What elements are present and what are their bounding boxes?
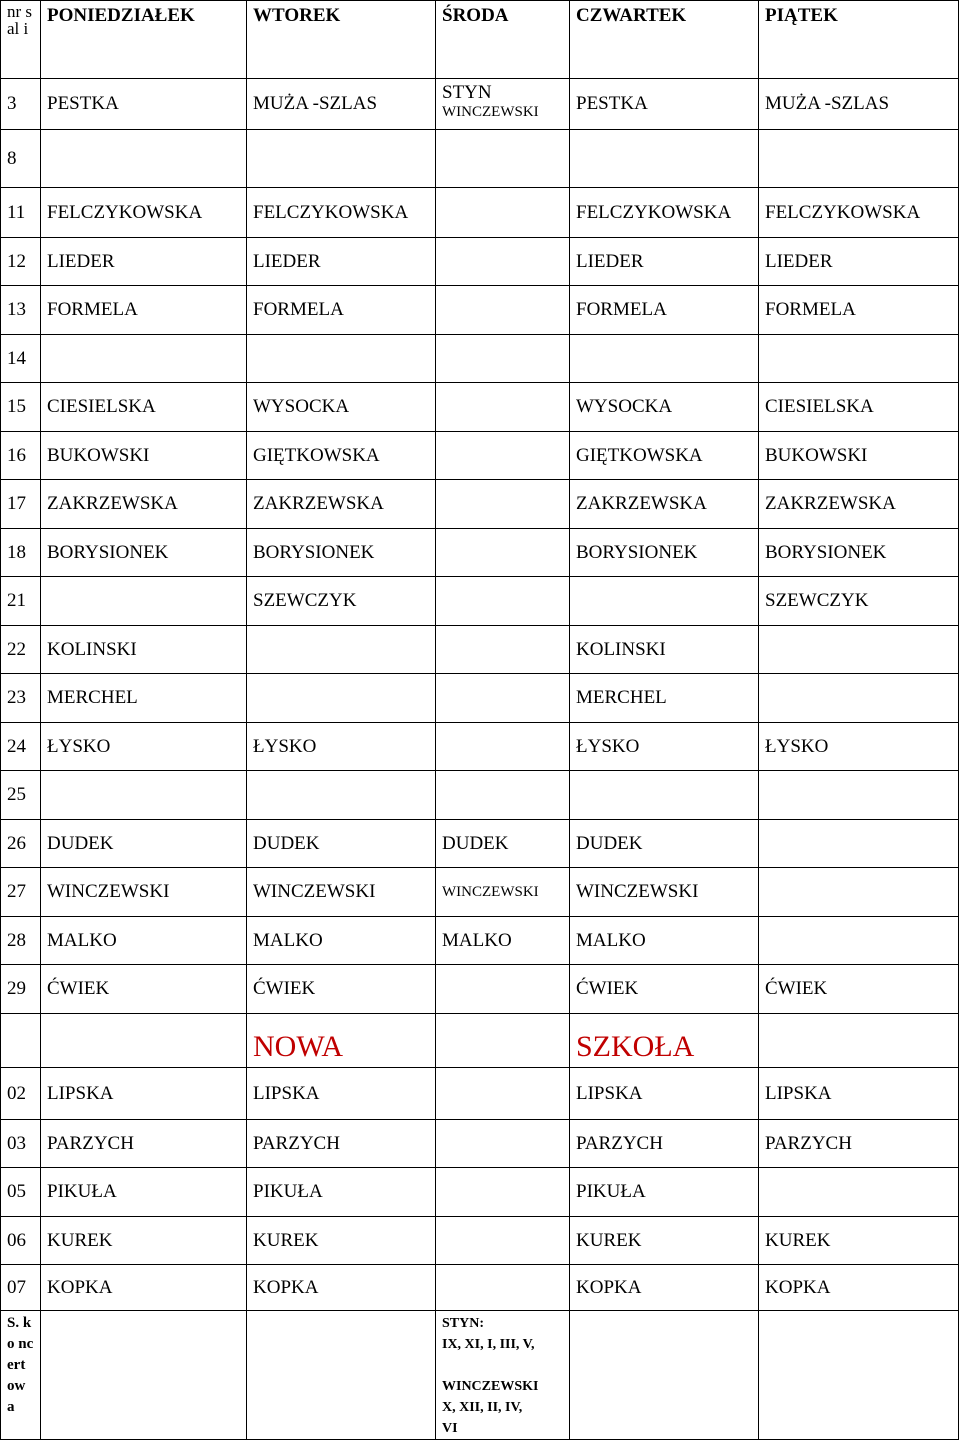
header-monday: PONIEDZIAŁEK — [41, 1, 247, 79]
cell-tuesday: LIEDER — [247, 238, 436, 286]
room-number: 25 — [1, 771, 41, 820]
room-number: 27 — [1, 868, 41, 917]
cell-monday: PARZYCH — [41, 1120, 247, 1168]
cell-tuesday: MALKO — [247, 917, 436, 965]
cell-tuesday: LIPSKA — [247, 1068, 436, 1120]
cell-tuesday: ĆWIEK — [247, 965, 436, 1014]
row-room-14 — [1, 335, 959, 383]
row-room-13 — [1, 286, 959, 335]
cell-tuesday — [247, 130, 436, 188]
row-room-17 — [1, 480, 959, 529]
cell-wednesday — [436, 1120, 570, 1168]
cell-thursday: FELCZYKOWSKA — [570, 188, 759, 238]
cell-thursday: PIKUŁA — [570, 1168, 759, 1217]
cell-wednesday — [436, 1265, 570, 1311]
cell-wednesday — [436, 1311, 570, 1440]
row-room-29 — [1, 965, 959, 1014]
cell-monday: MERCHEL — [41, 674, 247, 723]
header-wednesday: ŚRODA — [436, 1, 570, 79]
cell-wednesday — [436, 626, 570, 674]
cell-wednesday — [436, 723, 570, 771]
cell-monday: FELCZYKOWSKA — [41, 188, 247, 238]
row-room-3 — [1, 79, 959, 130]
cell-monday: BUKOWSKI — [41, 432, 247, 480]
cell-tuesday — [247, 674, 436, 723]
cell-tuesday: GIĘTKOWSKA — [247, 432, 436, 480]
cell-friday: CIESIELSKA — [759, 383, 959, 432]
room-number: 3 — [1, 79, 41, 130]
cell-wednesday: WINCZEWSKI — [436, 868, 570, 917]
cell-friday: BORYSIONEK — [759, 529, 959, 577]
cell-tuesday: DUDEK — [247, 820, 436, 868]
concert-wednesday-line: WINCZEWSKI — [442, 1379, 539, 1394]
cell-thursday: GIĘTKOWSKA — [570, 432, 759, 480]
room-number: 29 — [1, 965, 41, 1014]
cell-tuesday: FELCZYKOWSKA — [247, 188, 436, 238]
cell-friday — [759, 1168, 959, 1217]
room-number: 13 — [1, 286, 41, 335]
room-number: 14 — [1, 335, 41, 383]
room-number: 05 — [1, 1168, 41, 1217]
row-room-24 — [1, 723, 959, 771]
cell-wednesday — [436, 480, 570, 529]
concert-wednesday-line: VI — [442, 1421, 458, 1436]
cell-monday: ZAKRZEWSKA — [41, 480, 247, 529]
cell-wednesday — [436, 335, 570, 383]
cell-tuesday: MUŻA -SZLAS — [247, 79, 436, 130]
cell-wednesday — [436, 674, 570, 723]
room-number: 28 — [1, 917, 41, 965]
cell-tuesday: BORYSIONEK — [247, 529, 436, 577]
room-number: 24 — [1, 723, 41, 771]
cell-monday — [41, 577, 247, 626]
cell-friday — [759, 335, 959, 383]
row-concert-hall — [1, 1311, 959, 1440]
cell-wednesday: MALKO — [436, 917, 570, 965]
row-room-8 — [1, 130, 959, 188]
cell-thursday: KUREK — [570, 1217, 759, 1265]
cell-friday — [759, 674, 959, 723]
room-number: 22 — [1, 626, 41, 674]
row-room-06 — [1, 1217, 959, 1265]
cell-wednesday — [436, 286, 570, 335]
row-room-12 — [1, 238, 959, 286]
cell-thursday — [570, 130, 759, 188]
cell-friday — [759, 626, 959, 674]
row-room-16 — [1, 432, 959, 480]
new-school-row — [1, 1014, 959, 1068]
cell-tuesday: KUREK — [247, 1217, 436, 1265]
row-room-03 — [1, 1120, 959, 1168]
cell-wednesday — [436, 1068, 570, 1120]
row-room-15 — [1, 383, 959, 432]
cell-friday — [759, 917, 959, 965]
row-room-23 — [1, 674, 959, 723]
new-school-label: SZKOŁA — [570, 1014, 759, 1068]
cell-monday: DUDEK — [41, 820, 247, 868]
row-room-25 — [1, 771, 959, 820]
cell-tuesday — [247, 1311, 436, 1440]
cell-wednesday — [436, 383, 570, 432]
cell-wednesday — [436, 130, 570, 188]
cell-thursday — [570, 771, 759, 820]
cell-tuesday — [247, 335, 436, 383]
cell-wednesday — [436, 771, 570, 820]
cell-thursday — [570, 577, 759, 626]
cell-monday: KOPKA — [41, 1265, 247, 1311]
concert-wednesday-line: IX, XI, I, III, V, — [442, 1337, 535, 1352]
concert-wednesday-line: X, XII, II, IV, — [442, 1400, 523, 1415]
cell-monday: PESTKA — [41, 79, 247, 130]
row-room-07 — [1, 1265, 959, 1311]
cell-friday: LIEDER — [759, 238, 959, 286]
cell-monday: FORMELA — [41, 286, 247, 335]
cell-tuesday: SZEWCZYK — [247, 577, 436, 626]
cell-thursday: DUDEK — [570, 820, 759, 868]
row-room-21 — [1, 577, 959, 626]
cell-wednesday — [436, 1168, 570, 1217]
row-room-28 — [1, 917, 959, 965]
cell-tuesday — [247, 626, 436, 674]
cell-monday — [41, 1014, 247, 1068]
cell-monday: ŁYSKO — [41, 723, 247, 771]
cell-thursday: PARZYCH — [570, 1120, 759, 1168]
cell-friday: KOPKA — [759, 1265, 959, 1311]
cell-thursday: MALKO — [570, 917, 759, 965]
row-room-02 — [1, 1068, 959, 1120]
room-number: 07 — [1, 1265, 41, 1311]
cell-tuesday: PARZYCH — [247, 1120, 436, 1168]
cell-thursday — [570, 1311, 759, 1440]
row-room-22 — [1, 626, 959, 674]
cell-tuesday: ZAKRZEWSKA — [247, 480, 436, 529]
cell-monday: PIKUŁA — [41, 1168, 247, 1217]
cell-wednesday — [436, 1014, 570, 1068]
cell-monday: KUREK — [41, 1217, 247, 1265]
room-number: 23 — [1, 674, 41, 723]
cell-tuesday: ŁYSKO — [247, 723, 436, 771]
cell-wednesday-line1: STYN — [442, 82, 492, 103]
cell-monday: BORYSIONEK — [41, 529, 247, 577]
cell-tuesday: FORMELA — [247, 286, 436, 335]
header-tuesday: WTOREK — [247, 1, 436, 79]
room-number: 11 — [1, 188, 41, 238]
row-room-18 — [1, 529, 959, 577]
cell-monday — [41, 335, 247, 383]
cell-friday: FELCZYKOWSKA — [759, 188, 959, 238]
cell-friday: LIPSKA — [759, 1068, 959, 1120]
room-number — [1, 1014, 41, 1068]
cell-tuesday: KOPKA — [247, 1265, 436, 1311]
header-room-number: nr sal i — [1, 1, 41, 79]
cell-tuesday: WINCZEWSKI — [247, 868, 436, 917]
room-number: 17 — [1, 480, 41, 529]
cell-friday — [759, 1311, 959, 1440]
concert-wednesday-line: STYN: — [442, 1316, 485, 1331]
cell-friday: ŁYSKO — [759, 723, 959, 771]
concert-hall-label: S. ko nc ert ow a — [1, 1311, 41, 1440]
cell-thursday: BORYSIONEK — [570, 529, 759, 577]
cell-friday — [759, 868, 959, 917]
cell-thursday: PESTKA — [570, 79, 759, 130]
cell-monday: LIPSKA — [41, 1068, 247, 1120]
cell-tuesday: PIKUŁA — [247, 1168, 436, 1217]
cell-friday: KUREK — [759, 1217, 959, 1265]
room-number: 26 — [1, 820, 41, 868]
cell-thursday: LIEDER — [570, 238, 759, 286]
cell-friday — [759, 130, 959, 188]
cell-friday: PARZYCH — [759, 1120, 959, 1168]
cell-monday: MALKO — [41, 917, 247, 965]
cell-thursday: LIPSKA — [570, 1068, 759, 1120]
cell-friday: ZAKRZEWSKA — [759, 480, 959, 529]
room-number: 16 — [1, 432, 41, 480]
cell-wednesday — [436, 188, 570, 238]
room-number: 8 — [1, 130, 41, 188]
cell-friday — [759, 771, 959, 820]
cell-thursday: WINCZEWSKI — [570, 868, 759, 917]
row-room-05 — [1, 1168, 959, 1217]
cell-wednesday — [436, 577, 570, 626]
cell-thursday: ŁYSKO — [570, 723, 759, 771]
cell-monday: KOLINSKI — [41, 626, 247, 674]
cell-monday: CIESIELSKA — [41, 383, 247, 432]
room-number: 21 — [1, 577, 41, 626]
cell-wednesday — [436, 965, 570, 1014]
header-friday: PIĄTEK — [759, 1, 959, 79]
cell-friday: BUKOWSKI — [759, 432, 959, 480]
cell-friday: ĆWIEK — [759, 965, 959, 1014]
cell-wednesday — [436, 432, 570, 480]
cell-friday: SZEWCZYK — [759, 577, 959, 626]
cell-friday — [759, 1014, 959, 1068]
row-room-26 — [1, 820, 959, 868]
schedule-body — [1, 1, 959, 1440]
room-number: 03 — [1, 1120, 41, 1168]
row-room-27 — [1, 868, 959, 917]
header-row — [1, 1, 959, 79]
concert-wednesday-line — [442, 1355, 563, 1376]
cell-monday — [41, 130, 247, 188]
row-room-11 — [1, 188, 959, 238]
cell-monday: LIEDER — [41, 238, 247, 286]
cell-monday — [41, 771, 247, 820]
room-number: 02 — [1, 1068, 41, 1120]
cell-thursday: KOPKA — [570, 1265, 759, 1311]
cell-thursday: KOLINSKI — [570, 626, 759, 674]
cell-tuesday — [247, 771, 436, 820]
cell-friday — [759, 820, 959, 868]
cell-wednesday — [436, 1217, 570, 1265]
cell-thursday: ZAKRZEWSKA — [570, 480, 759, 529]
room-number: 12 — [1, 238, 41, 286]
cell-thursday — [570, 335, 759, 383]
room-number: 18 — [1, 529, 41, 577]
cell-thursday: ĆWIEK — [570, 965, 759, 1014]
room-number: 06 — [1, 1217, 41, 1265]
cell-wednesday-line2: WINCZEWSKI — [442, 104, 539, 120]
cell-wednesday — [436, 238, 570, 286]
room-number: 15 — [1, 383, 41, 432]
new-school-label: NOWA — [247, 1014, 436, 1068]
cell-monday: WINCZEWSKI — [41, 868, 247, 917]
cell-wednesday — [436, 529, 570, 577]
cell-tuesday: WYSOCKA — [247, 383, 436, 432]
cell-friday: FORMELA — [759, 286, 959, 335]
cell-friday: MUŻA -SZLAS — [759, 79, 959, 130]
cell-wednesday: DUDEK — [436, 820, 570, 868]
cell-thursday: MERCHEL — [570, 674, 759, 723]
cell-thursday: WYSOCKA — [570, 383, 759, 432]
cell-wednesday — [436, 79, 570, 130]
cell-monday: ĆWIEK — [41, 965, 247, 1014]
header-thursday: CZWARTEK — [570, 1, 759, 79]
cell-monday — [41, 1311, 247, 1440]
cell-thursday: FORMELA — [570, 286, 759, 335]
